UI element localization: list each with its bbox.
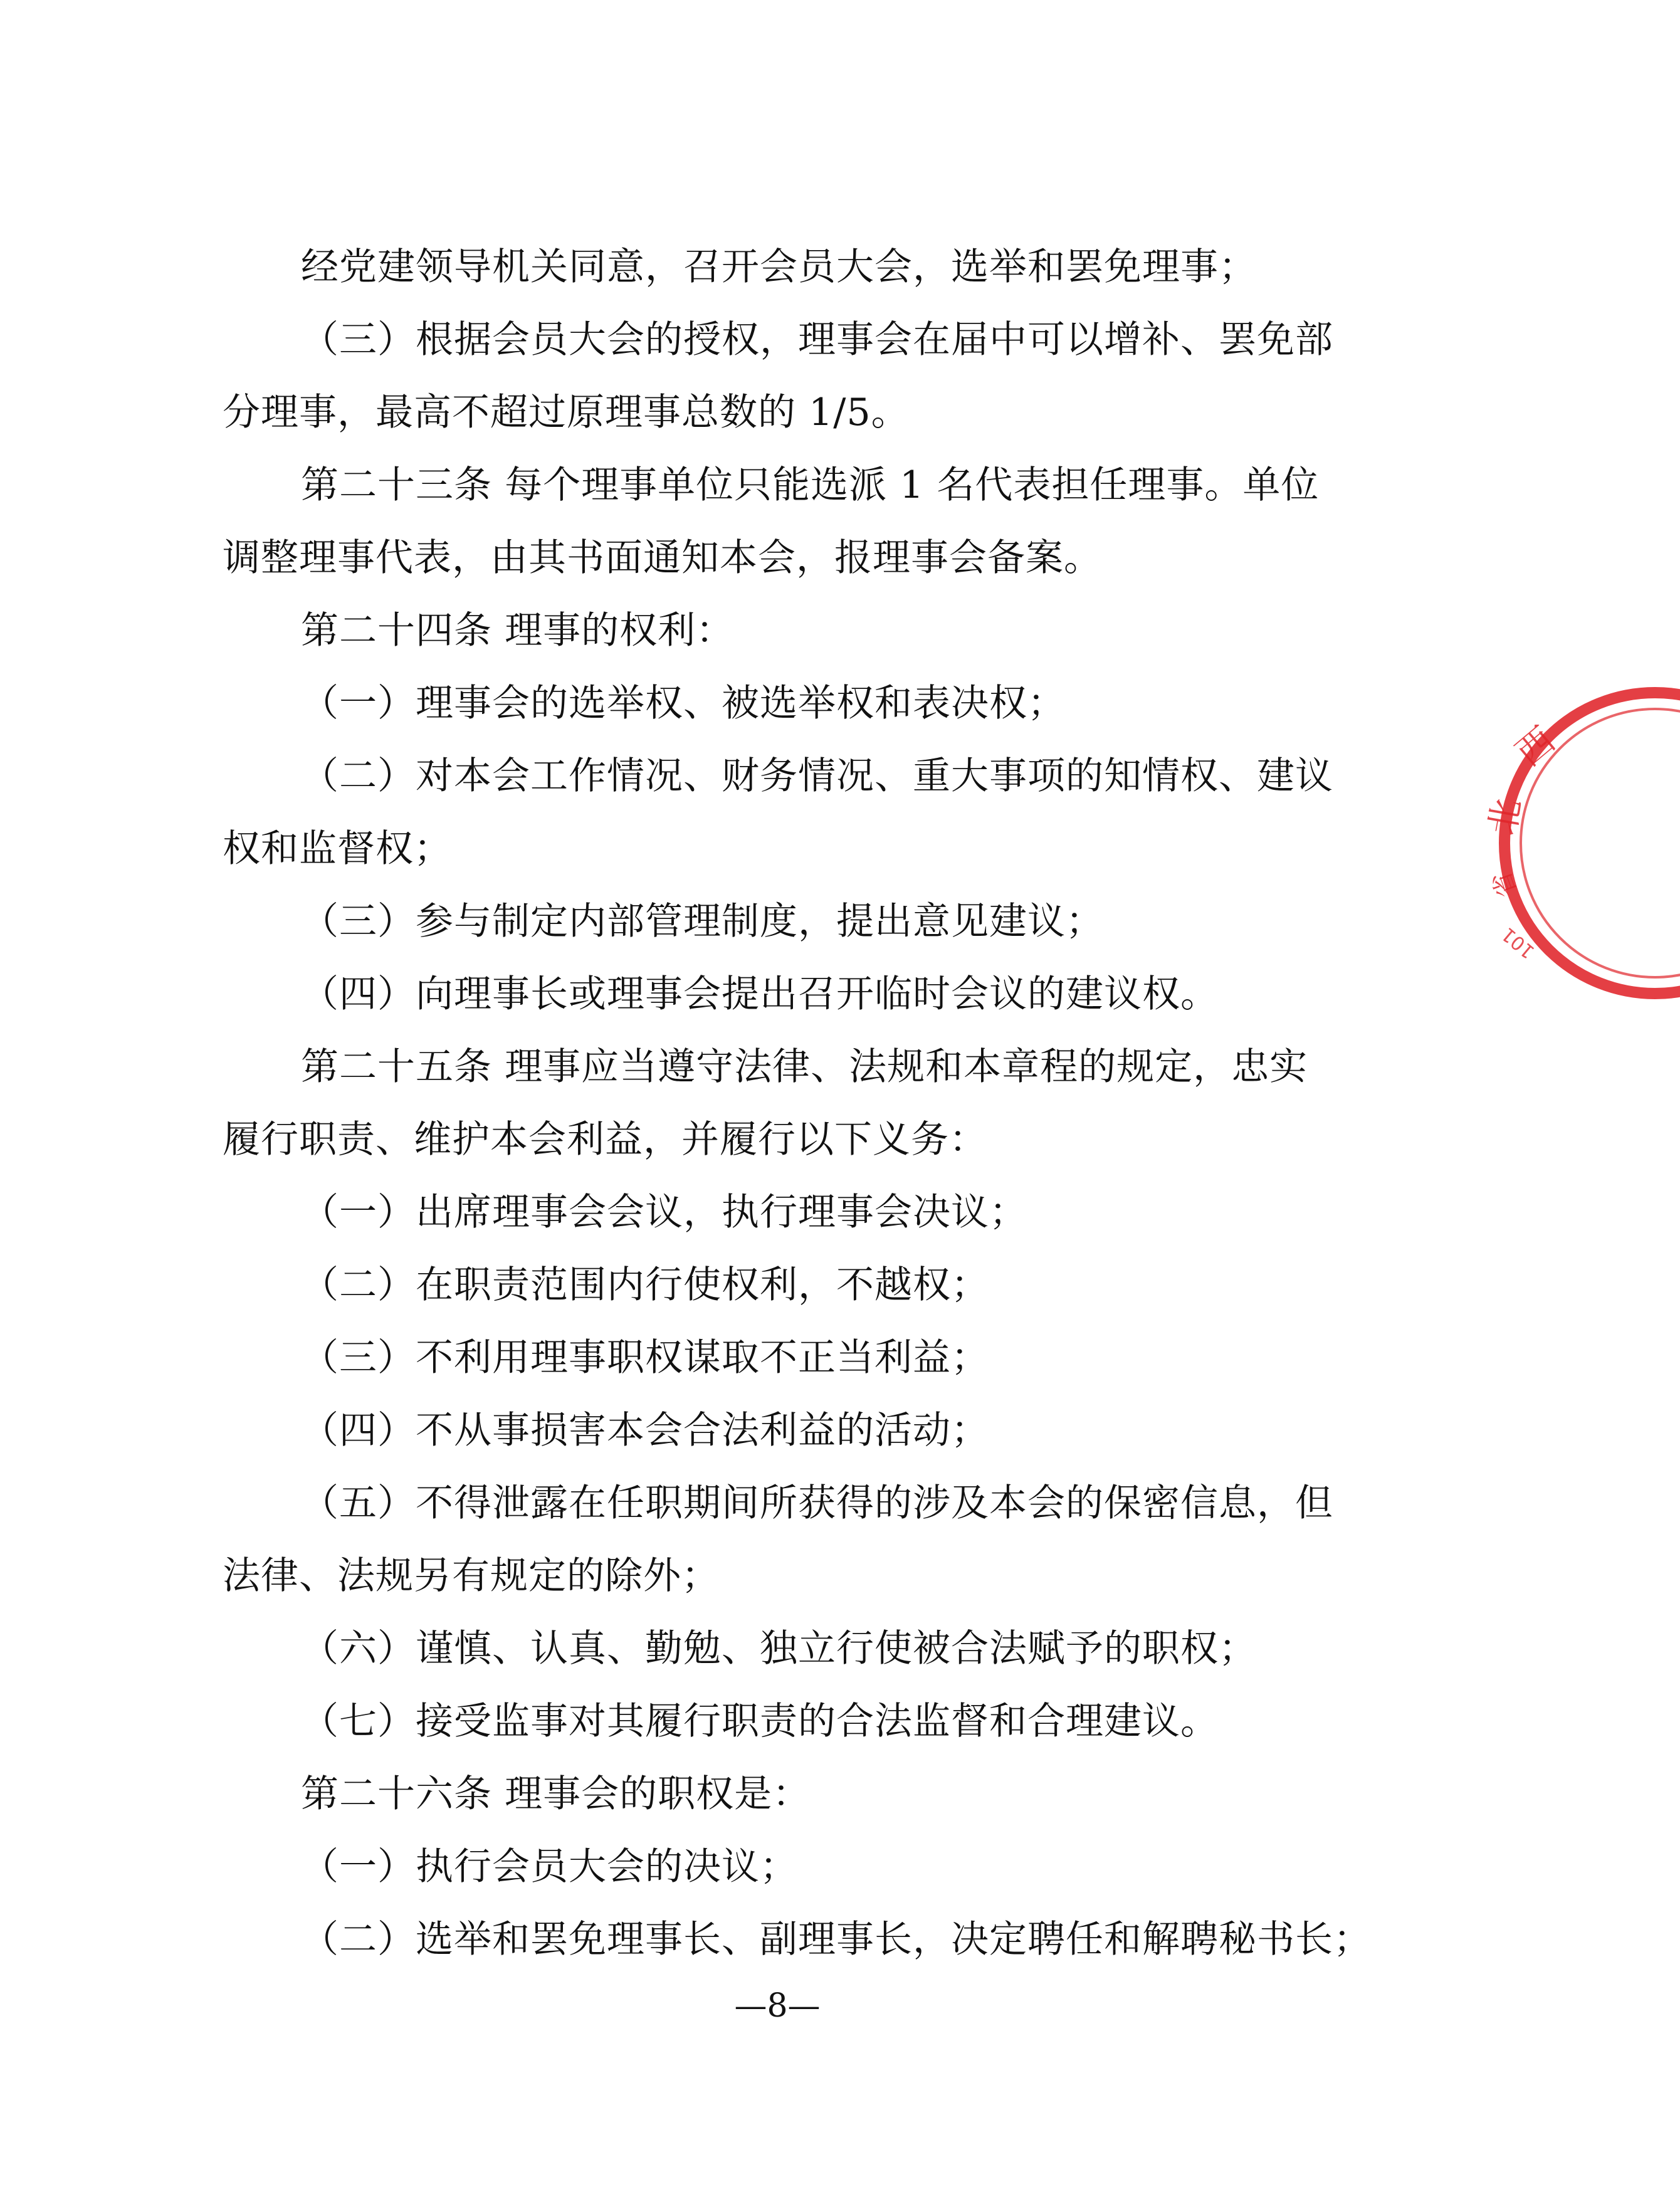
- paragraph-line: （一）出席理事会会议，执行理事会决议；: [301, 1190, 1027, 1234]
- paragraph-line: （二）选举和罢免理事长、副理事长，决定聘任和解聘秘书长；: [301, 1918, 1372, 1961]
- paragraph-line: 调整理事代表，由其书面通知本会，报理事会备案。: [223, 536, 1102, 580]
- paragraph-line: （三）参与制定内部管理制度，提出意见建议；: [301, 900, 1104, 943]
- paragraph-line: （一）执行会员大会的决议；: [301, 1845, 798, 1889]
- paragraph-line: 法律、法规另有规定的除外；: [223, 1554, 720, 1598]
- document-body: [223, 231, 1372, 1976]
- paragraph-line: 经党建领导机关同意，召开会员大会，选举和罢免理事；: [301, 245, 1257, 289]
- svg-text:101: 101: [1497, 923, 1540, 963]
- paragraph-line: 第二十三条 每个理事单位只能选派 1 名代表担任理事。单位: [301, 463, 1320, 507]
- paragraph-line: （二）在职责范围内行使权利，不越权；: [301, 1263, 989, 1307]
- paragraph-line: （三）根据会员大会的授权，理事会在届中可以增补、罢免部: [301, 318, 1333, 362]
- svg-text:省: 省: [1487, 867, 1523, 901]
- paragraph-line: （七）接受监事对其履行职责的合法监督和合理建议。: [301, 1699, 1219, 1743]
- paragraph-line: （一）理事会的选举权、被选举权和表决权；: [301, 681, 1066, 725]
- svg-text:北: 北: [1480, 795, 1529, 839]
- page-number: —8—: [734, 1987, 821, 2025]
- official-seal-stamp: [1480, 680, 1680, 1006]
- paragraph-line: 权和监督权；: [223, 827, 452, 871]
- paragraph-line: （四）不从事损害本会合法利益的活动；: [301, 1409, 989, 1452]
- paragraph-line: （二）对本会工作情况、财务情况、重大事项的知情权、建议: [301, 754, 1333, 798]
- paragraph-line: 第二十五条 理事应当遵守法律、法规和本章程的规定，忠实: [301, 1045, 1308, 1089]
- paragraph-line: （五）不得泄露在任职期间所获得的涉及本会的保密信息，但: [301, 1481, 1333, 1525]
- paragraph-line: 第二十四条 理事的权利：: [301, 609, 735, 653]
- paragraph-line: 第二十六条 理事会的职权是：: [301, 1772, 811, 1816]
- paragraph-line: 分理事，最高不超过原理事总数的 1/5。: [223, 391, 910, 434]
- paragraph-line: （四）向理事长或理事会提出召开临时会议的建议权。: [301, 972, 1219, 1016]
- paragraph-line: 履行职责、维护本会利益，并履行以下义务：: [223, 1118, 987, 1162]
- paragraph-line: （六）谨慎、认真、勤勉、独立行使被合法赋予的职权；: [301, 1627, 1257, 1671]
- paragraph-line: （三）不利用理事职权谋取不正当利益；: [301, 1336, 989, 1380]
- svg-text:西: 西: [1508, 718, 1563, 775]
